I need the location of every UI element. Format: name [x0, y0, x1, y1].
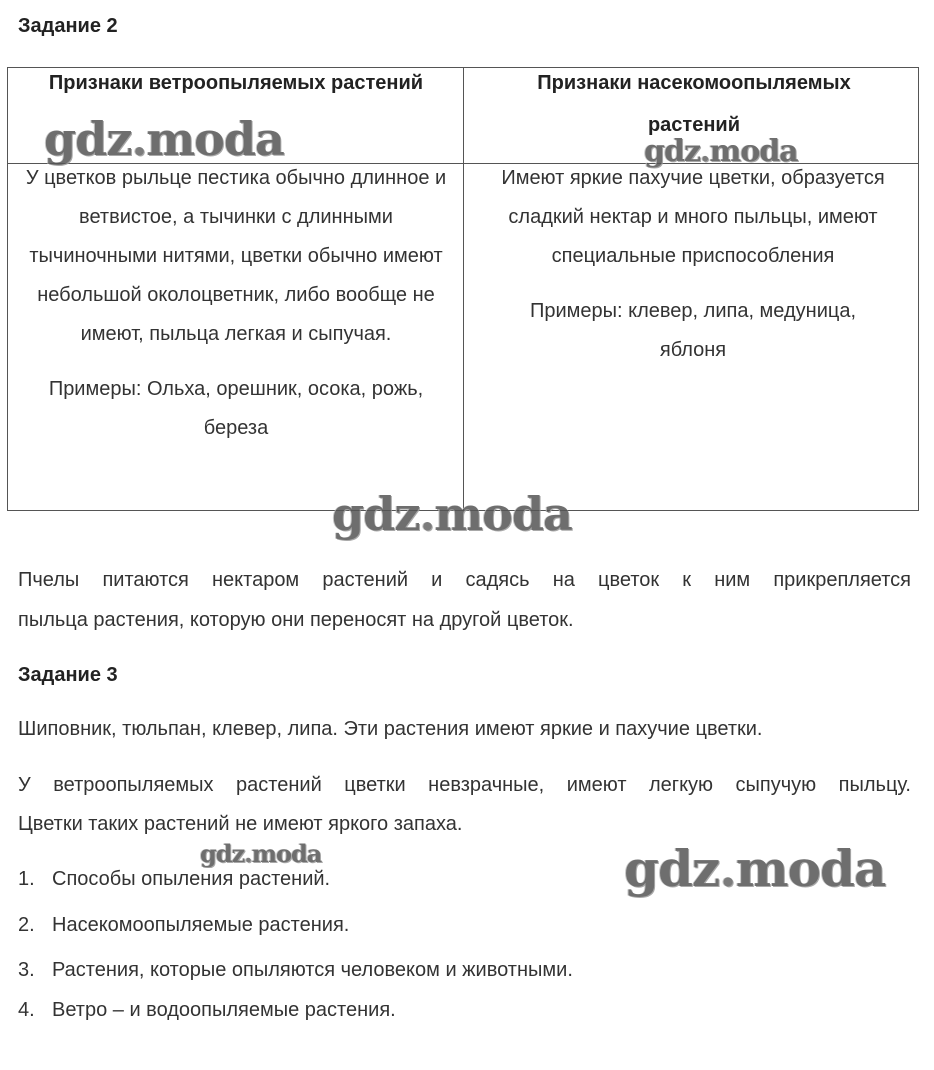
watermark-logo: gdz.moda [624, 839, 886, 898]
wind-examples-text: Примеры: Ольха, орешник, осока, рожь, береза [48, 378, 424, 439]
table-cell-insect [496, 159, 890, 370]
task2-paragraph-line1: Пчелы питаются нектаром растений и садясь на цветок к ним прикрепляется [18, 569, 911, 591]
table-cell-wind [14, 159, 458, 448]
wind-features-text: У цветков рыльце пестика обычно длинное и ветвистое, а тычинки с длинными тычиночными нитями, цветки обычно имеют небольшой околоцветник, либо вообще не имеют, пыльца легкая и сыпучая. [25, 167, 447, 345]
table-column-divider [463, 68, 464, 510]
watermark-logo: gdz.moda [200, 839, 322, 868]
watermark-logo: gdz.moda [44, 112, 284, 166]
task3-paragraph2-line2: Цветки таких растений не имеют яркого запаха. [18, 813, 463, 835]
comparison-table [7, 67, 919, 511]
list-item: 1. Способы опыления растений. [18, 868, 331, 890]
task3-paragraph1: Шиповник, тюльпан, клевер, липа. Эти растения имеют яркие и пахучие цветки. [18, 718, 763, 740]
list-item: 2. Насекомоопыляемые растения. [18, 914, 350, 936]
watermark-logo: gdz.moda [644, 134, 798, 169]
task2-paragraph-line2: пыльца растения, которую они переносят на другой цветок. [18, 609, 574, 631]
list-item: 3. Растения, которые опыляются человеком и животными. [18, 959, 573, 981]
insect-examples-text: Примеры: клевер, липа, медуница, яблоня [529, 300, 857, 361]
task3-title: Задание 3 [18, 664, 118, 686]
table-header-wind: Признаки ветроопыляемых растений [48, 72, 424, 94]
task3-paragraph2-line1: У ветроопыляемых растений цветки невзрачные, имеют легкую сыпучую пыльцу. [18, 774, 911, 796]
table-header-insect: Признаки насекомоопыляемых растений [537, 72, 851, 136]
watermark-logo: gdz.moda [332, 487, 572, 541]
insect-features-text: Имеют яркие пахучие цветки, образуется сладкий нектар и много пыльцы, имеют специальные приспособления [501, 167, 885, 267]
list-item: 4. Ветро – и водоопыляемые растения. [18, 999, 396, 1021]
task2-title: Задание 2 [18, 15, 118, 37]
